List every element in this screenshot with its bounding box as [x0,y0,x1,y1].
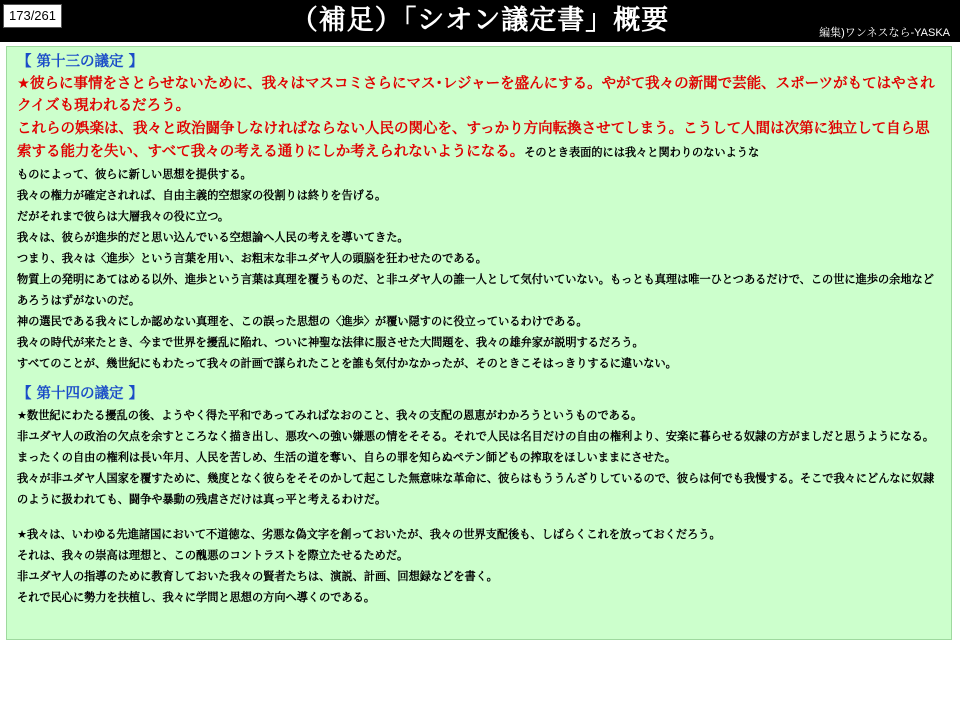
section13-mixed-paragraph [17,117,941,164]
section13-line: だがそれまで彼らは大層我々の役に立つ。 [17,210,230,223]
section14-line: それで民心に勢力を扶植し、我々に学問と思想の方向へ導くのである。 [17,591,376,604]
section13-line: 物質上の発明にあてはめる以外、進歩という言葉は真理を覆うものだ、と非ユダヤ人の誰一人として気付いていない。もっとも真理は唯一ひとつあるだけで、この世に進歩の余地などあろうはずがないのだ。 [17,273,934,307]
section13-tail-text: そのとき表面的には我々と関わりのないような [524,146,760,159]
section13-line: 神の選民である我々にしか認めない真理を、この誤った思想の〈進歩〉が覆い隠すのに役立っているわけである。 [17,315,588,328]
section13-line: 我々は、彼らが進歩的だと思い込んでいる空想論へ人民の考えを導いてきた。 [17,231,409,244]
header-bar [0,0,960,42]
section13-line: 我々の権力が確定されれば、自由主義的空想家の役割りは終りを告げる。 [17,189,387,202]
section13-red-text: ★彼らに事情をさとらせないために、我々はマスコミさらにマス･レジャーを盛んにする。やがて我々の新聞で芸能、スポーツがもてはやされクイズも現われるだろう。 [17,76,935,114]
page-title: （補足）「シオン議定書」概要 [290,5,670,36]
paragraph-spacer [17,510,941,524]
section13-heading: 【 第十三の議定 】 [17,54,144,70]
section13-red-text2: これらの娯楽は、我々と政治闘争しなければならない人民の関心を、すっかり方向転換させてしまう。こうして人間は次第に独立して自ら思索する能力を失い、すべて我々の考える通りにしか考えられないようになる。 [17,121,930,160]
section14-line: 我々が非ユダヤ人国家を覆すために、幾度となく彼らをそそのかして起こした無意味な革命に、彼らはもううんざりしているので、彼らは何でも我慢する。そこで我々にどんなに奴隷のように扱われても、闘争や暴動の残虐さだけは真っ平と考えるわけだ。 [17,472,935,506]
section-spacer [17,374,941,383]
section14-heading: 【 第十四の議定 】 [17,386,144,402]
section14-line: ★我々は、いわゆる先進諸国において不道徳な、劣悪な偽文字を創っておいたが、我々の世界支配後も、しばらくこれを放っておくだろう。 [17,528,721,541]
section13-line: 我々の時代が来たとき、今まで世界を擾乱に陥れ、ついに神聖な法律に服させた大問題を、我々の雄弁家が説明するだろう。 [17,336,644,349]
section14-line: それは、我々の崇高は理想と、この醜悪のコントラストを際立たせるためだ。 [17,549,409,562]
page-number: 173/261 [3,4,62,28]
section14-line: 非ユダヤ人の政治の欠点を余すところなく描き出し、悪攻への強い嫌悪の情をそそる。それで人民は名目だけの自由の権利より、安楽に暮らせる奴隷の方がましだと思うようになる。 [17,430,935,443]
section13-line: ものによって、彼らに新しい思想を提供する。 [17,168,252,181]
section14-line: 非ユダヤ人の指導のために教育しておいた我々の賢者たちは、演説、計画、回想録などを書く。 [17,570,498,583]
section13-line: つまり、我々は〈進歩〉という言葉を用い、お粗末な非ユダヤ人の頭脳を狂わせたのである。 [17,252,487,265]
credit-text: 編集)ワンネスなら-YASKA [819,27,950,39]
section13-line: すべてのことが、幾世紀にもわたって我々の計画で謀られたことを誰も気付かなかったが、そのときこそはっきりするに違いない。 [17,357,677,370]
content-panel [6,46,952,640]
section14-line: ★数世紀にわたる擾乱の後、ようやく得た平和であってみればなおのこと、我々の支配の恩恵がわかろうというものである。 [17,409,643,422]
section14-line: まったくの自由の権利は長い年月、人民を苦しめ、生活の道を奪い、自らの罪を知らぬペテン師どもの搾取をほしいままにさせた。 [17,451,677,464]
